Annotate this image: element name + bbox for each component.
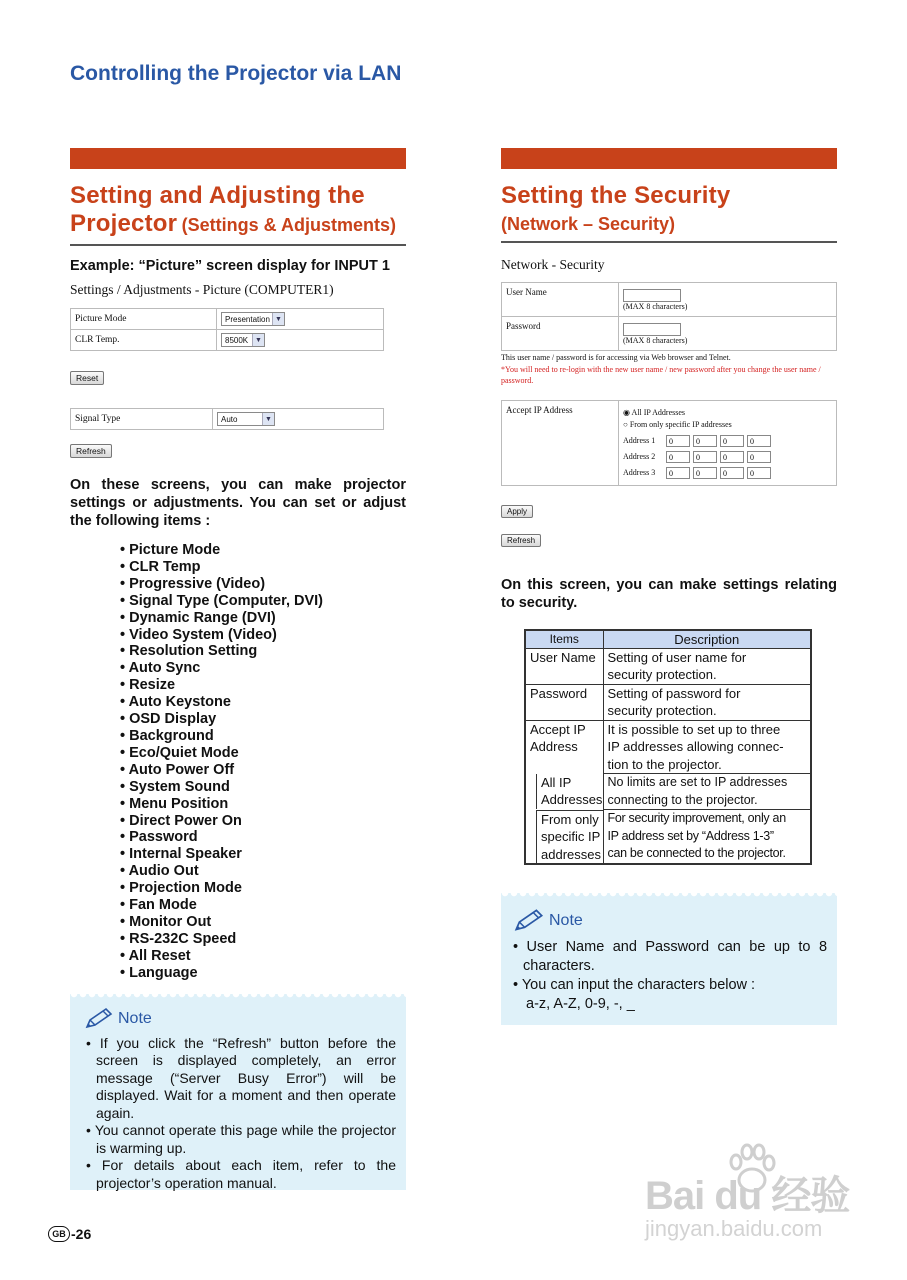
- note-item: • For details about each item, refer to the projector’s operation manual.: [86, 1157, 396, 1192]
- security-screenshot: [501, 257, 837, 548]
- ip-octet-input[interactable]: 0: [747, 467, 771, 479]
- note-title: Note: [513, 908, 827, 934]
- reset-button[interactable]: Reset: [70, 371, 104, 385]
- ip-octet-input[interactable]: 0: [720, 451, 744, 463]
- settings-item: • All Reset: [120, 948, 406, 965]
- ip-address-row: Address 3 0 0 0 0: [623, 466, 832, 479]
- settings-item: • RS-232C Speed: [120, 931, 406, 948]
- page-number: GB -26: [48, 1226, 91, 1242]
- clr-temp-label: CLR Temp.: [71, 330, 217, 351]
- table-header: Description: [603, 630, 811, 649]
- chevron-down-icon: ▼: [262, 413, 274, 425]
- pencil-icon: [84, 1007, 116, 1031]
- section-title-security: Setting the Security (Network – Security): [501, 182, 731, 234]
- settings-item-list: [120, 542, 406, 982]
- settings-item: • Direct Power On: [120, 813, 406, 830]
- settings-item: • Background: [120, 728, 406, 745]
- settings-item: • Menu Position: [120, 796, 406, 813]
- settings-item: • Language: [120, 965, 406, 982]
- settings-item: • Auto Sync: [120, 660, 406, 677]
- title-rule: [501, 241, 837, 243]
- settings-item: • Picture Mode: [120, 542, 406, 559]
- user-name-label: User Name: [502, 283, 619, 317]
- security-description-table: [524, 629, 812, 866]
- user-name-input[interactable]: [623, 289, 681, 302]
- settings-item: • Fan Mode: [120, 897, 406, 914]
- page-header: Controlling the Projector via LAN: [70, 62, 402, 85]
- ip-octet-input[interactable]: 0: [666, 435, 690, 447]
- picture-settings-form: [70, 308, 384, 351]
- allowed-characters: a-z, A-Z, 0-9, -, _: [526, 996, 635, 1012]
- ip-octet-input[interactable]: 0: [666, 467, 690, 479]
- watermark: Bai du 经验 jingyan.baidu.com: [640, 1140, 860, 1250]
- chevron-down-icon: ▼: [272, 313, 284, 325]
- table-row: All IP Addresses No limits are set to IP addresses connecting to the projector.: [525, 774, 811, 810]
- settings-item: • Auto Power Off: [120, 762, 406, 779]
- ip-octet-input[interactable]: 0: [693, 467, 717, 479]
- ip-octet-input[interactable]: 0: [666, 451, 690, 463]
- ip-address-row: Address 2 0 0 0 0: [623, 450, 832, 463]
- screenshot-heading: Settings / Adjustments - Picture (COMPUTER1): [70, 282, 334, 297]
- section-title-settings: Setting and Adjusting the Projector (Settings & Adjustments): [70, 182, 396, 237]
- table-row: Password Setting of password for security protection.: [525, 684, 811, 720]
- ip-octet-input[interactable]: 0: [693, 435, 717, 447]
- radio-all-ip[interactable]: ◉ All IP Addresses: [623, 408, 686, 417]
- settings-item: • Auto Keystone: [120, 694, 406, 711]
- note-title: Note: [84, 1007, 396, 1031]
- warning-text: *You will need to re-login with the new user name / new password after you change the user name / password.: [501, 364, 821, 385]
- ip-octet-input[interactable]: 0: [693, 451, 717, 463]
- settings-item: • Progressive (Video): [120, 576, 406, 593]
- ip-octet-input[interactable]: 0: [720, 435, 744, 447]
- table-row: User Name Setting of user name for security protection.: [525, 648, 811, 684]
- settings-item: • Password: [120, 829, 406, 846]
- accept-ip-label: Accept IP Address: [502, 400, 619, 485]
- settings-item: • Audio Out: [120, 863, 406, 880]
- settings-screenshot: [70, 282, 406, 459]
- signal-type-label: Signal Type: [71, 409, 213, 430]
- note-item: • You can input the characters below :: [513, 976, 827, 995]
- signal-type-select[interactable]: Auto ▼: [217, 412, 275, 426]
- table-row: From only specific IP addresses For security improvement, only an IP address set by “Address 1-3” can be connected to the projector.: [525, 810, 811, 865]
- title-rule: [70, 244, 406, 246]
- settings-item: • System Sound: [120, 779, 406, 796]
- ip-octet-input[interactable]: 0: [720, 467, 744, 479]
- note-item: • User Name and Password can be up to 8 characters.: [513, 938, 827, 976]
- settings-item: • Resize: [120, 677, 406, 694]
- settings-item: • Eco/Quiet Mode: [120, 745, 406, 762]
- settings-item: • Dynamic Range (DVI): [120, 610, 406, 627]
- note-item: • You cannot operate this page while the projector is warming up.: [86, 1122, 396, 1157]
- settings-item: • Projection Mode: [120, 880, 406, 897]
- ip-address-row: Address 1 0 0 0 0: [623, 434, 832, 447]
- ip-octet-input[interactable]: 0: [747, 435, 771, 447]
- ip-octet-input[interactable]: 0: [747, 451, 771, 463]
- left-column: [70, 148, 406, 1190]
- chevron-down-icon: ▼: [252, 334, 264, 346]
- picture-mode-label: Picture Mode: [71, 309, 217, 330]
- refresh-button[interactable]: Refresh: [70, 444, 112, 458]
- radio-selected-icon: ◉: [623, 408, 630, 417]
- radio-specific-ip[interactable]: ○ From only specific IP addresses: [623, 420, 732, 429]
- pencil-icon: [513, 908, 547, 934]
- settings-item: • Resolution Setting: [120, 643, 406, 660]
- refresh-button[interactable]: Refresh: [501, 534, 541, 547]
- settings-item: • Signal Type (Computer, DVI): [120, 593, 406, 610]
- region-badge: GB: [48, 1226, 70, 1242]
- password-label: Password: [502, 317, 619, 351]
- note-item: • If you click the “Refresh” button before the screen is displayed completely, an error message (“Server Busy Error”) will be displayed. Wait for a moment and then operate again.: [86, 1035, 396, 1123]
- apply-button[interactable]: Apply: [501, 505, 533, 518]
- settings-item: • OSD Display: [120, 711, 406, 728]
- settings-item: • Internal Speaker: [120, 846, 406, 863]
- section-bar: [501, 148, 837, 169]
- settings-item: • Video System (Video): [120, 627, 406, 644]
- password-input[interactable]: [623, 323, 681, 336]
- clr-temp-select[interactable]: 8500K ▼: [221, 333, 265, 347]
- radio-empty-icon: ○: [623, 420, 628, 429]
- example-caption: Example: “Picture” screen display for INPUT 1: [70, 258, 390, 274]
- note-box-left: [70, 994, 406, 1190]
- credentials-form: User Name (MAX 8 characters) Password (MAX 8 characters): [501, 282, 837, 351]
- table-header: Items: [525, 630, 603, 649]
- screenshot-heading: Network - Security: [501, 257, 605, 272]
- settings-item: • Monitor Out: [120, 914, 406, 931]
- info-text: This user name / password is for accessing via Web browser and Telnet.: [501, 353, 731, 362]
- right-column: [501, 148, 837, 1025]
- accept-ip-form: [501, 400, 837, 486]
- intro-paragraph: On these screens, you can make projector settings or adjustments. You can set or adjust the following items :: [70, 477, 406, 529]
- settings-item: • CLR Temp: [120, 559, 406, 576]
- picture-mode-select[interactable]: Presentation ▼: [221, 312, 285, 326]
- security-paragraph: On this screen, you can make settings relating to security.: [501, 576, 837, 611]
- signal-type-form: [70, 408, 384, 430]
- section-bar: [70, 148, 406, 169]
- note-box-right: [501, 893, 837, 1025]
- table-row: Accept IP Address It is possible to set up to three IP addresses allowing connec- tion to the projector.: [525, 720, 811, 774]
